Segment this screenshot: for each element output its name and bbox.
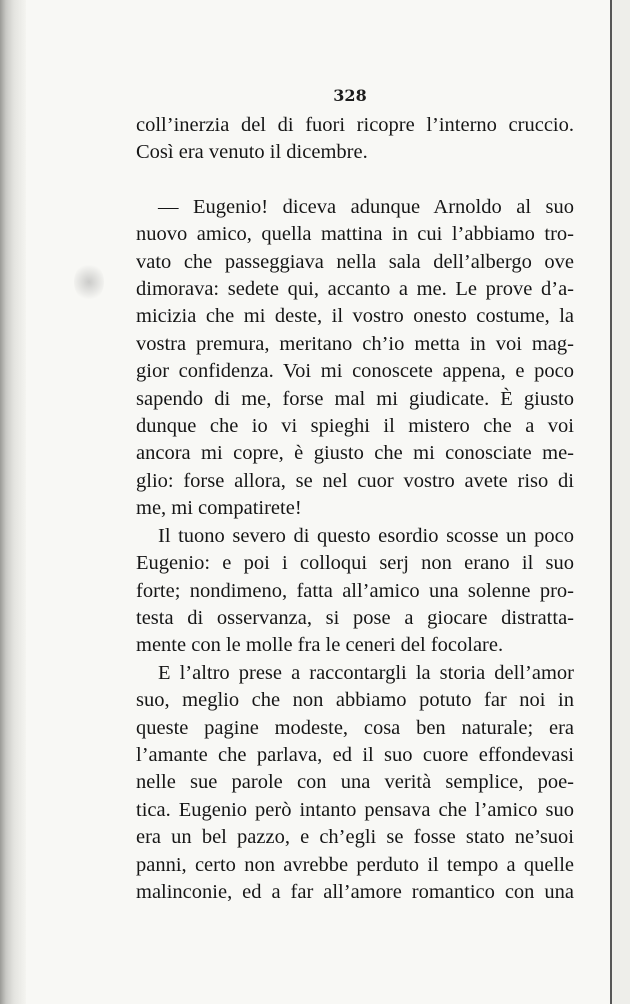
text-line: suo, meglio che non abbiamo potuto far noi in (136, 689, 574, 712)
text-line: nuovo amico, quella mattina in cui l’abbiamo tro- (136, 223, 574, 246)
text-line: l’amante che parlava, ed il suo cuore effondevasi (136, 743, 574, 766)
page-binding-shadow (0, 0, 26, 1004)
text-line: — Eugenio! diceva adunque Arnoldo al suo (158, 195, 574, 218)
text-line: coll’inerzia del di fuori ricopre l’interno cruccio. (136, 114, 574, 136)
page-edge-line (610, 0, 612, 1004)
text-line: gior confidenza. Voi mi conoscete appena, e poco (136, 360, 574, 383)
text-line: ancora mi copre, è giusto che mi conosciate me- (136, 442, 574, 465)
text-line: dunque che io vi spieghi il mistero che a voi (136, 415, 574, 438)
text-line: vato che passeggiava nella sala dell’albergo ove (136, 250, 574, 273)
text-line: vostra premura, meritano ch’io metta in voi mag- (136, 332, 574, 355)
text-line: Così era venuto il dicembre. (136, 141, 368, 164)
page-number: 328 (333, 86, 367, 105)
text-line: dimorava: sedete qui, accanto a me. Le prove d’a- (136, 278, 574, 301)
text-line: era un bel pazzo, e ch’egli se fosse stato ne’suoi (136, 826, 574, 849)
text-line: Eugenio: e poi i colloqui serj non erano il suo (136, 552, 574, 575)
page-edge (612, 0, 630, 1004)
text-line: panni, certo non avrebbe perduto il tempo a quelle (136, 853, 574, 876)
text-line: tica. Eugenio però intanto pensava che l’amico suo (136, 798, 574, 821)
text-line: E l’altro prese a raccontargli la storia dell’amor (158, 661, 574, 684)
text-line: Il tuono severo di questo esordio scosse un poco (158, 524, 574, 547)
body-text (136, 112, 574, 906)
text-line: sapendo di me, forse mal mi giudicate. È giusto (136, 387, 574, 410)
text-line: testa di osservanza, si pose a giocare distratta- (136, 606, 574, 629)
text-line: queste pagine modeste, cosa ben naturale; era (136, 716, 574, 739)
text-line: glio: forse allora, se nel cuor vostro avete riso di (136, 469, 574, 492)
text-line: nelle sue parole con una verità semplice, poe- (136, 771, 574, 794)
text-line: malinconie, ed a far all’amore romantico con una (136, 880, 574, 903)
text-line: mente con le molle fra le ceneri del focolare. (136, 634, 504, 657)
ink-smudge (74, 262, 104, 302)
text-line: micizia che mi deste, il vostro onesto costume, la (136, 305, 574, 328)
text-line: me, mi compatirete! (136, 497, 302, 520)
text-line: forte; nondimeno, fatta all’amico una solenne pro- (136, 579, 574, 602)
